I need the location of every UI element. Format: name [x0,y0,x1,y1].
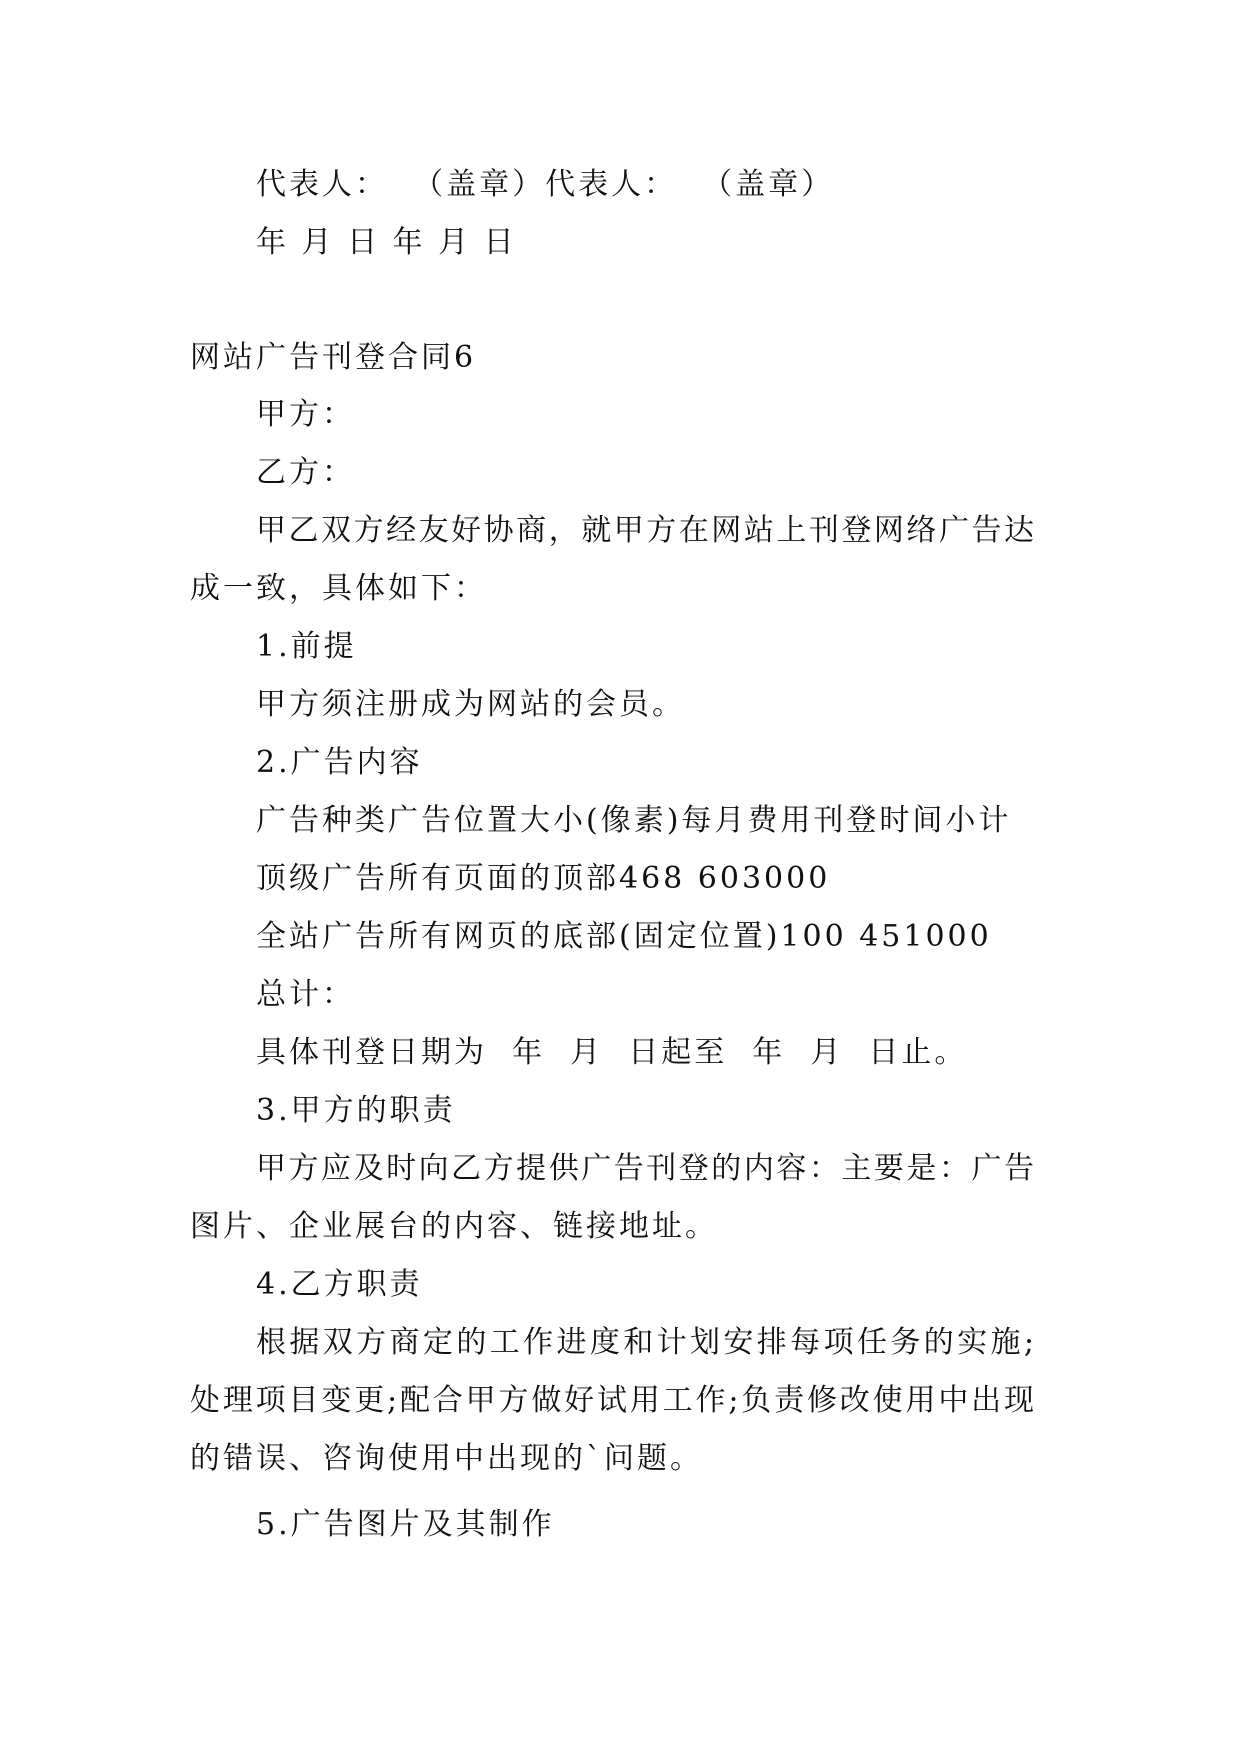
clause-2-title: 2.广告内容 [256,745,423,780]
clause-4-text-line: 根据双方商定的工作进度和计划安排每项任务的实施; [256,1325,1036,1360]
clause-3-text-line: 甲方应及时向乙方提供广告刊登的内容：主要是：广告 [256,1151,1036,1186]
intro-paragraph-line: 成一致，具体如下： [190,571,487,606]
ad-table-row: 全站广告所有网页的底部(固定位置)100 451000 [256,919,992,954]
signature-line: 代表人： （盖章）代表人： （盖章） [256,167,835,202]
clause-3-title: 3.甲方的职责 [256,1093,456,1128]
clause-4-title: 4.乙方职责 [256,1267,423,1302]
section-title: 网站广告刊登合同6 [190,340,477,375]
party-b-label: 乙方： [256,455,355,490]
ad-total-label: 总计： [256,977,355,1012]
clause-3-text-line: 图片、企业展台的内容、链接地址。 [190,1209,718,1244]
signature-date-line: 年 月 日 年 月 日 [256,225,517,260]
intro-paragraph-line: 甲乙双方经友好协商，就甲方在网站上刊登网络广告达 [256,513,1036,548]
clause-1-title: 1.前提 [256,629,357,664]
publish-dates-text: 具体刊登日期为 年 月 日起至 年 月 日止。 [256,1035,968,1070]
clause-1-text: 甲方须注册成为网站的会员。 [256,687,685,722]
party-a-label: 甲方： [256,397,355,432]
clause-4-text-line: 处理项目变更;配合甲方做好试用工作;负责修改使用中出现 [190,1383,1036,1418]
ad-table-row: 顶级广告所有页面的顶部468 603000 [256,861,831,896]
clause-5-title: 5.广告图片及其制作 [256,1507,555,1542]
ad-table-header: 广告种类广告位置大小(像素)每月费用刊登时间小计 [256,803,1012,838]
clause-4-text-line: 的错误、咨询使用中出现的`问题。 [190,1441,703,1476]
